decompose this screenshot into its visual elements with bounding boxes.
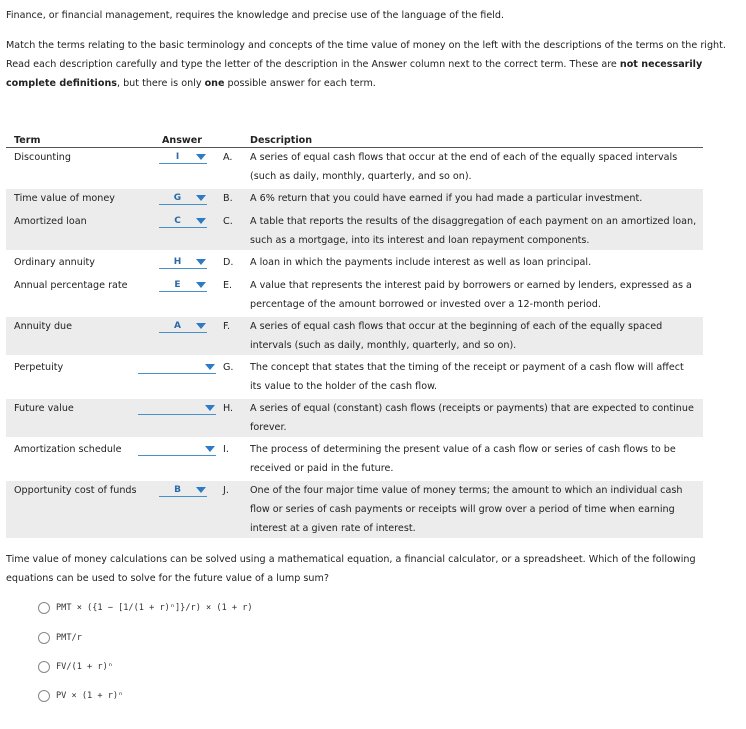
description-letter: I. (223, 444, 229, 455)
dropdown-arrow-icon[interactable] (196, 323, 206, 329)
option-label: PMT/r (56, 633, 82, 643)
table-row (6, 481, 703, 538)
radio-button[interactable] (38, 661, 50, 673)
description-letter: C. (223, 212, 250, 250)
instructions-text-c: possible answer for each term. (224, 78, 376, 89)
answer-cell (149, 317, 215, 355)
description-cell: A loan in which the payments include interest as well as loan principal. (250, 257, 592, 268)
option-4[interactable] (38, 690, 123, 704)
table-row (6, 189, 703, 212)
term-cell: Annuity due (6, 317, 149, 355)
answer-cell (149, 481, 215, 538)
answer-dropdown[interactable] (159, 192, 207, 205)
instructions-text-a: Match the terms relating to the basic terminology and concepts of the time value of money on the left with the descriptions of the terms on the right. Read each description carefully and type the letter of the description in the Answer column next to the correct term. These are (6, 40, 726, 70)
answer-value: A (174, 321, 181, 331)
description-cell: A 6% return that you could have earned if you had made a particular investment. (250, 189, 703, 212)
question-text: Time value of money calculations can be solved using a mathematical equation, a financial calculator, or a spreadsheet. Which of the following equations can be used to solve for the future value of a lump sum? (6, 554, 696, 584)
dropdown-arrow-icon[interactable] (196, 195, 206, 201)
table-row (6, 212, 703, 250)
term-cell: Ordinary annuity (14, 257, 95, 268)
term-cell: Amortized loan (6, 212, 149, 250)
answer-value: C (174, 216, 181, 226)
answer-cell (149, 148, 215, 187)
dropdown-arrow-icon[interactable] (205, 446, 215, 452)
table-row (6, 253, 703, 276)
description-letter: A. (223, 152, 233, 163)
radio-button[interactable] (38, 632, 50, 644)
description-cell: The concept that states that the timing of the receipt or payment of a cash flow will affect its value to the holder of the cash flow. (250, 362, 684, 392)
description-letter: B. (223, 189, 250, 212)
instructions-paragraph (6, 36, 736, 93)
header-answer: Answer (149, 133, 215, 148)
answer-dropdown[interactable] (159, 484, 207, 497)
option-label: FV/(1 + r)ⁿ (56, 662, 113, 672)
dropdown-arrow-icon[interactable] (196, 154, 206, 160)
radio-button[interactable] (38, 690, 50, 702)
table-row (6, 440, 703, 478)
instructions-text-b: , but there is only (116, 78, 205, 89)
answer-dropdown[interactable] (159, 256, 207, 269)
description-letter: H. (223, 399, 250, 437)
term-cell: Amortization schedule (14, 444, 122, 455)
answer-dropdown[interactable] (159, 215, 207, 228)
table-header (6, 133, 703, 148)
answer-value: I (175, 152, 180, 162)
term-cell: Discounting (14, 152, 71, 163)
header-description: Description (250, 133, 703, 148)
description-cell: A table that reports the results of the disaggregation of each payment on an amortized loan, such as a mortgage, into its interest and loan repayment components. (250, 212, 703, 250)
answer-dropdown[interactable] (159, 320, 207, 333)
term-cell: Future value (6, 399, 149, 437)
option-2[interactable] (38, 632, 82, 646)
option-3[interactable] (38, 661, 113, 675)
description-letter: J. (223, 481, 250, 538)
radio-button[interactable] (38, 602, 50, 614)
answer-value: G (173, 193, 182, 203)
option-1[interactable] (38, 602, 253, 616)
answer-cell (149, 399, 215, 437)
answer-cell (149, 276, 215, 314)
answer-dropdown[interactable] (159, 279, 207, 292)
dropdown-arrow-icon[interactable] (205, 405, 215, 411)
answer-value: B (174, 485, 181, 495)
dropdown-arrow-icon[interactable] (196, 487, 206, 493)
answer-cell (149, 440, 215, 478)
answer-dropdown[interactable] (138, 443, 216, 456)
description-cell: A series of equal (constant) cash flows (receipts or payments) that are expected to continue forever. (250, 399, 703, 437)
answer-cell (149, 253, 215, 276)
description-cell: A value that represents the interest paid by borrowers or earned by lenders, expressed as a percentage of the amount borrowed or invested over a 12-month period. (250, 280, 692, 310)
term-cell: Perpetuity (14, 362, 64, 373)
dropdown-arrow-icon[interactable] (196, 282, 206, 288)
description-cell: The process of determining the present value of a cash flow or series of cash flows to be received or paid in the future. (250, 444, 676, 474)
table-row (6, 148, 703, 187)
description-cell: A series of equal cash flows that occur at the end of each of the equally spaced intervals (such as daily, monthly, quarterly, and so on). (250, 152, 678, 182)
table-row (6, 399, 703, 437)
answer-dropdown[interactable] (138, 402, 216, 415)
option-label: PMT × ({1 − [1/(1 + r)ⁿ]}/r) × (1 + r) (56, 603, 253, 613)
instructions-bold-1: not necessarily complete definitions (6, 59, 703, 89)
description-letter: E. (223, 280, 233, 291)
header-term: Term (6, 133, 149, 148)
answer-cell (149, 212, 215, 250)
description-cell: A series of equal cash flows that occur at the beginning of each of the equally spaced intervals (such as daily, monthly, quarterly, and so on). (250, 317, 703, 355)
dropdown-arrow-icon[interactable] (196, 218, 206, 224)
term-cell: Opportunity cost of funds (6, 481, 149, 538)
table-row (6, 317, 703, 355)
answer-cell (149, 358, 215, 396)
answer-value: H (173, 257, 182, 267)
table-row (6, 276, 703, 314)
answer-dropdown[interactable] (138, 361, 216, 374)
description-letter: F. (223, 317, 250, 355)
matching-table (6, 133, 703, 538)
description-cell: One of the four major time value of money terms; the amount to which an individual cash flow or series of cash payments or receipts will grow over a period of time when earning interest at a given rate of interest. (250, 481, 703, 538)
answer-cell (149, 189, 215, 212)
dropdown-arrow-icon[interactable] (196, 259, 206, 265)
option-label: PV × (1 + r)ⁿ (56, 691, 124, 701)
term-cell: Annual percentage rate (14, 280, 128, 291)
intro-line: Finance, or financial management, requires the knowledge and precise use of the language of the field. (6, 10, 505, 21)
dropdown-arrow-icon[interactable] (205, 364, 215, 370)
term-cell: Time value of money (6, 189, 149, 212)
table-row (6, 358, 703, 396)
answer-dropdown[interactable] (159, 151, 207, 164)
answer-value: E (174, 280, 181, 290)
description-letter: D. (223, 257, 234, 268)
description-letter: G. (223, 362, 234, 373)
instructions-bold-2: one (204, 78, 225, 89)
